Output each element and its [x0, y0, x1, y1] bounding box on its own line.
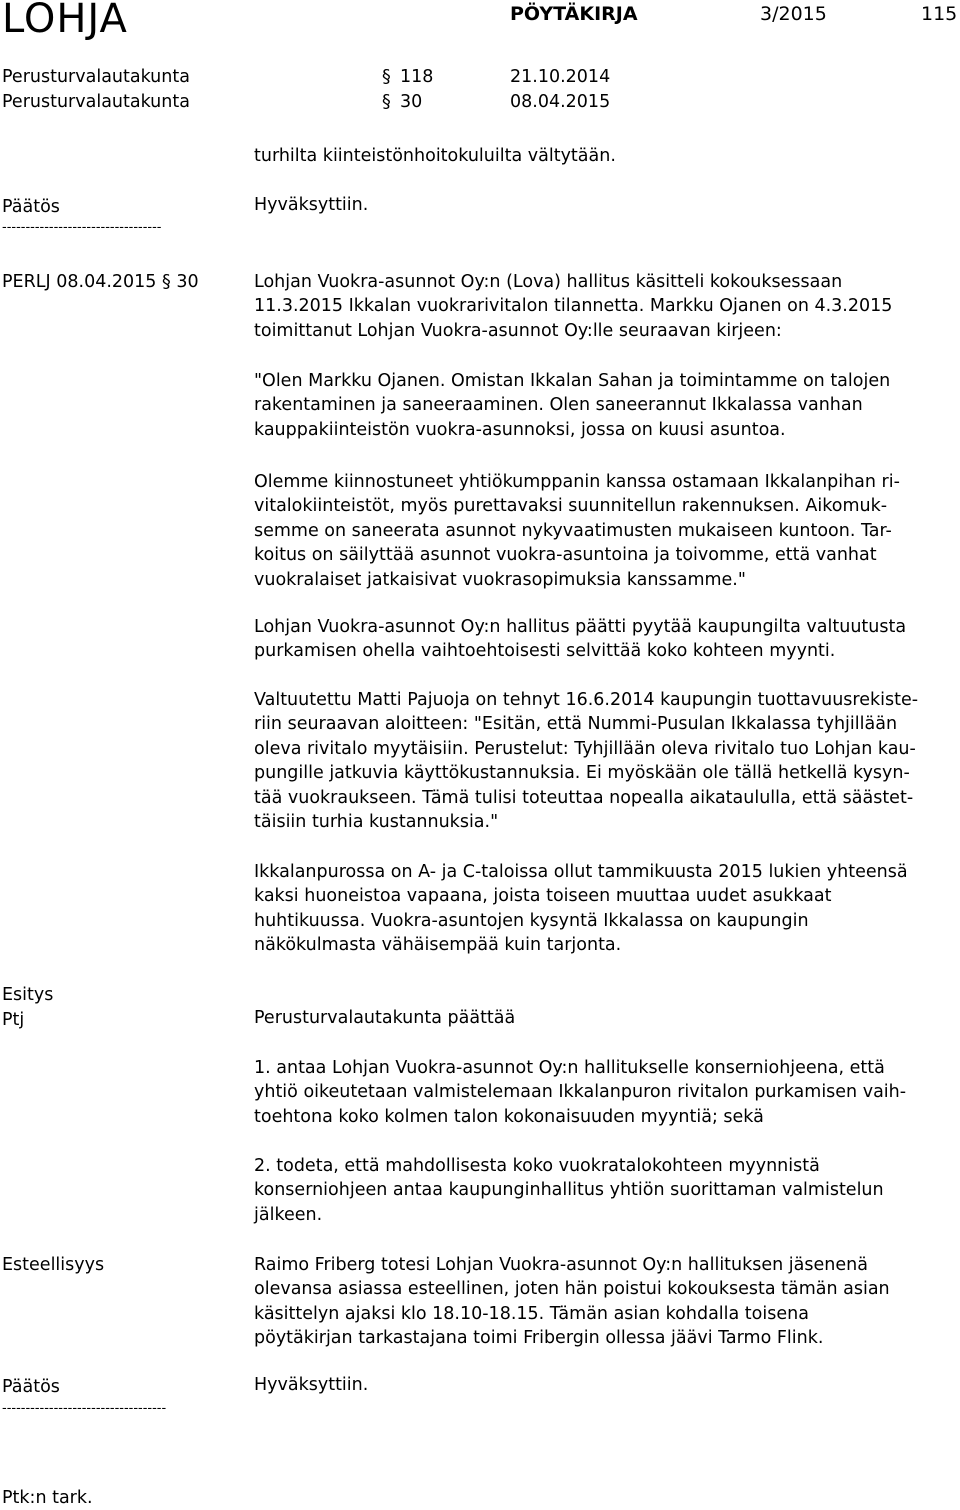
proposal-heading: Perusturvalautakunta päättää [254, 1008, 516, 1028]
proposal-label: Esitys [2, 985, 54, 1005]
decision-text-2: Hyväksyttiin. [254, 1375, 369, 1395]
ref-body-1: Perusturvalautakunta [2, 67, 190, 87]
text-line: oleva rivitalo myytäisiin. Perustelut: Tyhjillään oleva rivitalo tuo Lohjan kau- [254, 738, 916, 759]
text-line: purkamisen ohella vaihtoehtoisesti selvittää koko kohteen myynti. [254, 641, 836, 662]
text-line: huhtikuussa. Vuokra-asuntojen kysyntä Ikkalassa on kaupungin [254, 910, 809, 931]
paragraph-letter-intro [254, 369, 954, 442]
text-line: tää vuokraukseen. Tämä tulisi toteuttaa nopealla aikataululla, että säästet- [254, 787, 914, 808]
ref-section-sign-2: § [382, 92, 391, 112]
ref-number-2: 30 [400, 92, 423, 112]
text-line: kauppakiinteistön vuokra-asunnoksi, jossa on kuusi asuntoa. [254, 419, 786, 440]
ref-number-1: 118 [400, 67, 434, 87]
minutes-checked-label: Ptk:n tark. [2, 1488, 93, 1508]
proposal-item-1 [254, 1056, 954, 1129]
text-line: 2. todeta, että mahdollisesta koko vuokratalokohteen myynnistä [254, 1156, 820, 1176]
paragraph-vacancy [254, 860, 954, 958]
proposal-item-2 [254, 1154, 954, 1227]
text-line: olevansa asiassa esteellinen, joten hän poistui kokouksesta tämän asian [254, 1279, 890, 1300]
separator-1: ---------------------------------- [2, 220, 162, 235]
text-line: Ikkalanpurossa on A- ja C-taloissa ollut tammikuusta 2015 lukien yhteensä [254, 862, 908, 882]
paragraph-letter-body [254, 470, 954, 592]
paragraph-initiative [254, 688, 954, 834]
intro-line: turhilta kiinteistönhoitokuluilta vältytään. [254, 146, 616, 166]
text-line: Olemme kiinnostuneet yhtiökumppanin kanssa ostamaan Ikkalanpihan ri- [254, 472, 900, 492]
disqualification-text [254, 1253, 954, 1351]
issue-number: 3/2015 [760, 3, 827, 25]
text-line: Raimo Friberg totesi Lohjan Vuokra-asunnot Oy:n hallituksen jäsenenä [254, 1255, 868, 1275]
text-line: käsittelyn ajaksi klo 18.10-18.15. Tämän asian kohdalla toisena [254, 1303, 809, 1324]
ref-date-2: 08.04.2015 [510, 92, 611, 112]
perlj-text [254, 270, 954, 343]
text-line: Lohjan Vuokra-asunnot Oy:n (Lova) hallitus käsitteli kokouksessaan [254, 272, 843, 292]
text-line: jälkeen. [254, 1204, 323, 1225]
ref-body-2: Perusturvalautakunta [2, 92, 190, 112]
text-line: yhtiö oikeutetaan valmistelemaan Ikkalanpuron rivitalon purkamisen vaih- [254, 1082, 907, 1103]
text-line: näkökulmasta vähäisempää kuin tarjonta. [254, 935, 622, 956]
text-line: semme on saneerata asunnot nykyvaatimusten mukaiseen kuntoon. Tar- [254, 520, 892, 541]
text-line: vuokralaiset jatkaisivat vuokrasopimuksia kanssamme." [254, 569, 746, 590]
separator-2: ----------------------------------- [2, 1401, 167, 1416]
lohja-logo: LOHJA [2, 0, 128, 42]
text-line: täisiin turhia kustannuksia." [254, 812, 499, 833]
document-type: PÖYTÄKIRJA [510, 3, 638, 25]
text-line: koitus on säilyttää asunnot vuokra-asuntoina ja toivomme, että vanhat [254, 545, 877, 566]
ref-section-sign-1: § [382, 67, 391, 87]
decision-label-1: Päätös [2, 197, 60, 217]
text-line: kaksi huoneistoa vapaana, joista toiseen muuttaa uudet asukkaat [254, 886, 832, 907]
proposer-label: Ptj [2, 1010, 25, 1030]
text-line: rakentaminen ja saneeraaminen. Olen saneerannut Ikkalassa vanhan [254, 395, 863, 416]
paragraph-board-decision [254, 615, 954, 664]
text-line: vitalokiinteistöt, myös purettavaksi suunnitellun rakennuksen. Aikomuk- [254, 496, 888, 517]
text-line: Lohjan Vuokra-asunnot Oy:n hallitus päätti pyytää kaupungilta valtuutusta [254, 617, 907, 637]
text-line: pöytäkirjan tarkastajana toimi Fribergin ollessa jäävi Tarmo Flink. [254, 1328, 824, 1349]
disqualification-label: Esteellisyys [2, 1255, 105, 1275]
text-line: toimittanut Lohjan Vuokra-asunnot Oy:lle seuraavan kirjeen: [254, 320, 782, 341]
text-line: riin seuraavan aloitteen: "Esitän, että Nummi-Pusulan Ikkalassa tyhjillään [254, 714, 898, 735]
text-line: Valtuutettu Matti Pajuoja on tehnyt 16.6.2014 kaupungin tuottavuusrekiste- [254, 690, 919, 710]
text-line: pungille jatkuvia käyttökustannuksia. Ei myöskään ole tällä hetkellä kysyn- [254, 763, 910, 784]
decision-text-1: Hyväksyttiin. [254, 195, 369, 215]
ref-date-1: 21.10.2014 [510, 67, 611, 87]
text-line: konserniohjeen antaa kaupunginhallitus yhtiön suorittaman valmistelun [254, 1180, 884, 1201]
text-line: toehtona koko kolmen talon kokonaisuuden myyntiä; sekä [254, 1106, 764, 1127]
decision-label-2: Päätös [2, 1377, 60, 1397]
perlj-label: PERLJ 08.04.2015 § 30 [2, 272, 199, 292]
page-number: 115 [921, 3, 958, 25]
text-line: 11.3.2015 Ikkalan vuokrarivitalon tilannetta. Markku Ojanen on 4.3.2015 [254, 296, 893, 317]
text-line: "Olen Markku Ojanen. Omistan Ikkalan Sahan ja toimintamme on talojen [254, 371, 891, 391]
text-line: 1. antaa Lohjan Vuokra-asunnot Oy:n hallitukselle konserniohjeena, että [254, 1058, 885, 1078]
